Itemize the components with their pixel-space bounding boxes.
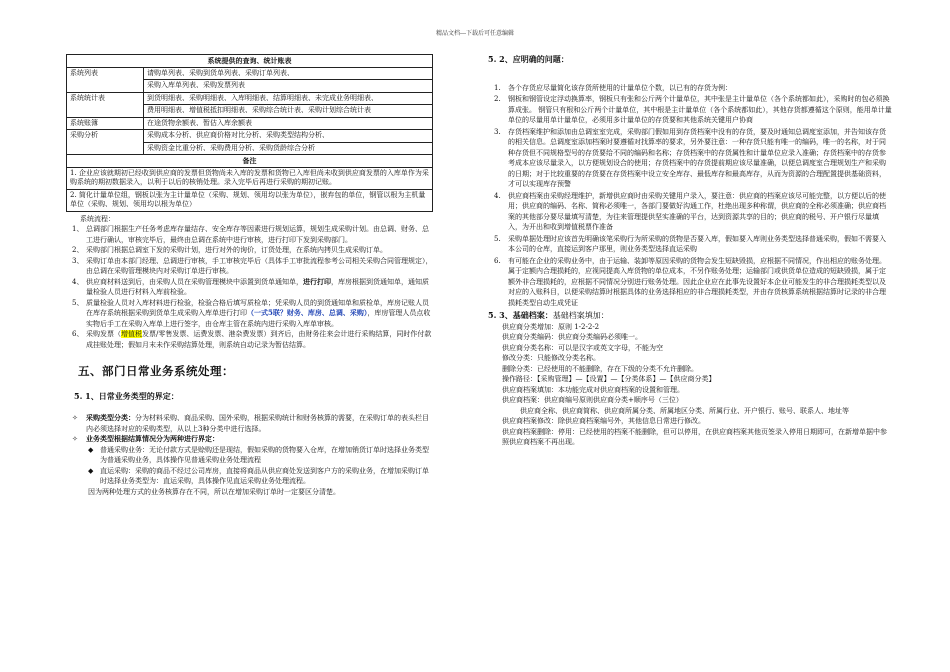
table-row-category: 系统账簿 (67, 117, 144, 130)
supplier-fields: 供应商全称、供应商简称、供应商所属分类、所属地区分类、所属行业、开户银行、账号、联系人、地址等 (520, 406, 849, 415)
flow-step-part: 质量检验人员对入库材料进行检验，检验合格后填写质检单；凭采购人员的到货通知单和质检单，库房记账人员在库存系统根据采购到货单生成采购入库单进行打印 (86, 298, 429, 317)
archive-line: 操作路径：【采购管理】—【设置】—【分类体系】—【供应商分类】 (502, 375, 716, 383)
question-text: 各个存货应尽量简化该存货所使用的计量单位个数，以已有的存货为例： (508, 83, 732, 92)
question-item (494, 94, 892, 126)
flow-title: 系统流程： (80, 214, 115, 223)
table-row-cell: 采购资金比重分析、采购费用分析、采购货龄综合分析 (144, 142, 433, 155)
diamond-filled-icon: ◆ (88, 466, 94, 475)
question-item (494, 127, 892, 190)
table-row-cell: 请购单列表、采购到货单列表、采购订单列表、 (144, 67, 433, 80)
note-1: 1. 企业应该就期初已经收到供应商的发票但货物尚未入库的发票和货物已入库但尚未收到供应商发票的入库单作为采购系统的期初数据录入，以利于以后的核销处理。录入完毕后再进行采购的期初记账。 (67, 167, 433, 189)
flow-step-number: 1、 (72, 225, 84, 233)
flow-step-part: 供应商材料送到后，由采购人员在采购管理模块中添置到货单通知单， (86, 277, 303, 286)
section-5-1-title: 5. 1、日常业务类型的界定： (74, 390, 179, 401)
question-list (488, 83, 892, 309)
flow-step-part: 采购订单由本部门经理、总调进行审核，手工审核完毕后（具体手工审批流程参考公司相关采购合同管理规定），由总调在采购管理模块内对采购订单进行审核。 (86, 256, 433, 275)
question-text: 钢板和钢管设定浮动换算率，钢板只有张和公斤两个计量单位，其中张是主计量单位（各个系统都如此），采购时的包必须换算成张。 钢管只有根和公斤两个计量单位，其中根是主计量单位（各个系统都如此），其他存货都遵循这个原则，能用单计量单位的尽量用单计量单位，必须用多计量单位的存货要和其他系统关键用户协商 (508, 95, 892, 124)
table-row (67, 130, 433, 143)
table-row-cell: 到货明细表、采购明细表、入库明细表、结算明细表、未完成业务明细表、 (144, 92, 433, 105)
flow-step-text (86, 298, 433, 330)
bullet-text: 分为材料采购、商品采购、国外采购，根据采购统计和财务核算的需要，在采购订单的表头栏目内必须选择对应的采购类型，从以上3种分类中进行选择。 (86, 414, 429, 433)
question-item (494, 234, 892, 255)
flow-step (72, 224, 433, 245)
section-5-2-title: 5. 2、应明确的问题： (488, 54, 569, 64)
bullet-label: 采购类型分类： (86, 413, 135, 422)
table-row (67, 117, 433, 130)
flow-step-part: （一式5联？财务、库房、总调、采购） (247, 308, 368, 317)
question-number: 1. (494, 83, 501, 92)
question-number: 5. (494, 234, 501, 243)
flow-step-text (86, 277, 433, 298)
question-item (494, 83, 892, 94)
flow-step-text (86, 245, 387, 256)
table-row-category: 系统统计表 (67, 92, 144, 117)
table-row-cell: 费用明细表、增值税抵扣明细表、采购综合统计表、采购计划综合统计表 (144, 105, 433, 118)
flow-step-number: 4、 (72, 277, 84, 286)
flow-steps (66, 224, 433, 350)
flow-step (72, 298, 433, 330)
flow-step-number: 5、 (72, 298, 84, 307)
question-item (494, 256, 892, 309)
question-number: 6. (494, 256, 501, 265)
flow-step-text (86, 224, 433, 245)
table-row-category: 采购分析 (67, 130, 144, 155)
note-2: 2. 简化计量单位组，钢板以张为主计量单位（采购、规划、领用均以张为单位），嵌弃包的单位，钢管以根为主机量单位（采购、规划、领用均以根为单位） (67, 189, 433, 211)
flow-step-part: 采购部门根据总调室下发的采购计划，进行对外的询价，订货处理，在系统内拷贝生成采购订单。 (86, 246, 387, 254)
flow-step (72, 245, 433, 256)
question-number: 3. (494, 127, 501, 136)
table-row-category: 系统列表 (67, 67, 144, 92)
flow-step-text (86, 256, 433, 277)
section-5-3-subtitle: 基础档案填加： (552, 311, 609, 320)
flow-step-part: ，库房管理人员点收实物后手工在采购入库单上进行签字，由仓库主管在系统内进行采购入库单审核。 (86, 309, 431, 328)
page-header: 精品文档---下载后可任意编辑 (435, 30, 515, 37)
bullet-business-type (72, 434, 433, 445)
archive-line: 供应商分类编码：供应商分类编码必须唯一。 (502, 333, 642, 341)
left-column (66, 54, 433, 497)
question-text: 供应商档案由采购经理维护，新增供应商时由采购关键用户录入，要注意：供应商的档案应该尽可能完整，以方便以后的使用；供应商的编码、名称、简称必须唯一，各部门要做好沟通工作，杜绝出现多种称谓，供应商的全称必须准确；供应商档案的其他部分要尽量填写清楚，为往来管理提供坚实准确的平台，达到资源共享的目的；供应商的税号、开户银行尽量填入，为开出和收到增值税票作准备 (508, 191, 886, 231)
sub-bullet-text: 普通采购业务：无论付款方式是赊购还是现结，假如采购的货物要入仓库，在增加销货订单时选择业务类型为普通采购业务，具体操作见普通采购业务处理流程 (100, 445, 429, 464)
flow-step-part: 总调部门根据生产任务考虑库存量结存、安全库存等因素进行规划运算，规划生成采购计划。由总调、财务、总工进行确认，审核完毕后，最终由总调在系统中进行审核，进行打印下发到采购部门。 (86, 225, 429, 244)
archive-line: 供应商档案删除：停用：已经使用的档案不能删除，但可以停用，在供应商档案其他页签录入停用日期即可，在新增单据中参照供应商档案不再出现。 (502, 427, 887, 446)
question-text: 有可能在企业的采购业务中，由于运输、装卸等原因采购的货物会发生短缺毁损，应根据不同情况，作出相应的账务处理。属于定额内合理损耗的，应视同提高入库货物的单位成本，不另作账务处理；运输部门或供货单位造成的短缺毁损，属于定额外非合理损耗的，应根据不同情况分别进行账务处理。因此企业应在此事先设置好本企业可能发生的非合理损耗类型以及对应的入账科目，以便采购结算时根据具体的业务选择相应的非合理损耗类型，并由存货核算系统根据结算时记录的非合理损耗类型自动生成凭证 (508, 256, 886, 307)
flow-step-part: ，库房根据到货通知单，通知质量检验人员进行材料入库前检验。 (86, 277, 429, 296)
flow-step-part: 发票/零售发票、运费发票、港杂费发票）到齐后，由财务往来会计进行采购结算，同时作付款成挂账处理；假如月末未作采购结算处理，则系统自动记录为暂估结算。 (86, 330, 432, 349)
flow-step-text (86, 329, 433, 350)
sub-bullet-normal (88, 445, 433, 466)
bullet-text: 业务类型根据结算情况分为两种进行界定： (86, 434, 219, 443)
closing-note: 因为两种处理方式的业务核算存在不同，所以在增加采购订单时一定要区分清楚。 (88, 487, 340, 496)
table-row-cell: 采购成本分析、供应商价格对比分析、采购类型结构分析、 (144, 130, 433, 143)
archive-line: 供应商档案修改：除供应商档案编号外，其他信息日常进行修改。 (502, 417, 705, 425)
archive-line: 删除分类：已经使用的不能删除，存在下级的分类不允许删除。 (502, 364, 698, 373)
sub-bullet-direct (88, 466, 433, 487)
question-number: 2. (494, 95, 501, 103)
diamond-outline-icon: ✧ (72, 435, 78, 443)
question-text: 存货档案维护和添加由总调室室完成，采购部门假如用到存货档案中没有的存货，要及时通知总调度室添加，并告知该存货的相关信息。总调度室添加档案时要遵循对找算率的要求，另外要注意：一种存货只能有唯一的编码，唯一的名称，对于同种存货但不同规格型号的存货要给不同的编码和名称；存货档案中的存货属性和计量单位应录入准确；存货档案中的存货参考成本应该尽量录入，以方便规划设合的使用；存货档案中的存货提前期应该尽量准确，以便总调度室合理规划生产和采购的日期；对于比较重要的存货要在存货档案中设立安全库存、最低库存和最高库存，从而为资源的合理配置提供基础资料，才可以实现库存预警 (508, 127, 886, 188)
archive-line: 供应商档案：供应商编号原则供应商分类+顺序号（三位） (502, 396, 683, 404)
section-5-title: 五、部门日常业务系统处理： (78, 364, 234, 378)
archive-lines (488, 322, 892, 406)
diamond-outline-icon: ✧ (72, 414, 78, 422)
table-row (67, 92, 433, 105)
flow-section (66, 214, 433, 351)
flow-step-part: 采购发票（ (86, 330, 121, 338)
section-5-3-heading: 5. 3、基础档案： (488, 310, 553, 320)
right-column (488, 54, 892, 448)
archive-line: 供应商分类名称：可以是汉字或英文字母，不能为空 (502, 343, 663, 352)
report-table (66, 54, 433, 212)
note-title: 备注 (67, 155, 433, 168)
flow-step (72, 329, 433, 350)
flow-step-number: 3、 (72, 256, 84, 265)
sub-bullet-text: 直运采购：采购的商品不经过公司库房，直接将商品从供应商处发送到客户方的采购业务，在增加采购订单时选择业务类型为：直运采购，具体操作见直运采购业务处理流程。 (100, 466, 429, 485)
flow-step-number: 6、 (72, 330, 84, 338)
flow-step-part: 增值税 (121, 330, 142, 338)
question-item (494, 191, 892, 233)
archive-line: 供应商档案填加：本功能完成对供应商档案的设置和管理。 (502, 385, 684, 394)
diamond-filled-icon: ◆ (88, 445, 94, 454)
archive-line: 修改分类：只能修改分类名称。 (502, 354, 600, 362)
flow-step (72, 256, 433, 277)
section-5-3-title (488, 310, 892, 322)
table-row-cell: 在途货物余额表、暂估入库余额表 (144, 117, 433, 130)
question-text: 采购单据处理时应该首先明确该笔采购行为所采购的货物是否要入库，假如要入库则业务类型选择普通采购，假如不需要入本公司的仓库，直接运到客户那里，则业务类型选择直运采购 (508, 234, 886, 253)
table-body (67, 67, 433, 155)
flow-step (72, 277, 433, 298)
table-title: 系统提供的查询、统计账表 (67, 55, 433, 68)
bullet-purchase-type (72, 413, 433, 434)
table-row (67, 67, 433, 80)
archive-line: 供应商分类增加：原则 1-2-2-2 (502, 322, 600, 331)
question-number: 4. (494, 191, 501, 200)
archive-lines-2 (488, 416, 892, 448)
flow-step-number: 2、 (72, 246, 84, 254)
flow-step-part: 进行打印 (303, 276, 331, 286)
table-row-cell: 采购入库单列表、采购发票列表 (144, 80, 433, 93)
